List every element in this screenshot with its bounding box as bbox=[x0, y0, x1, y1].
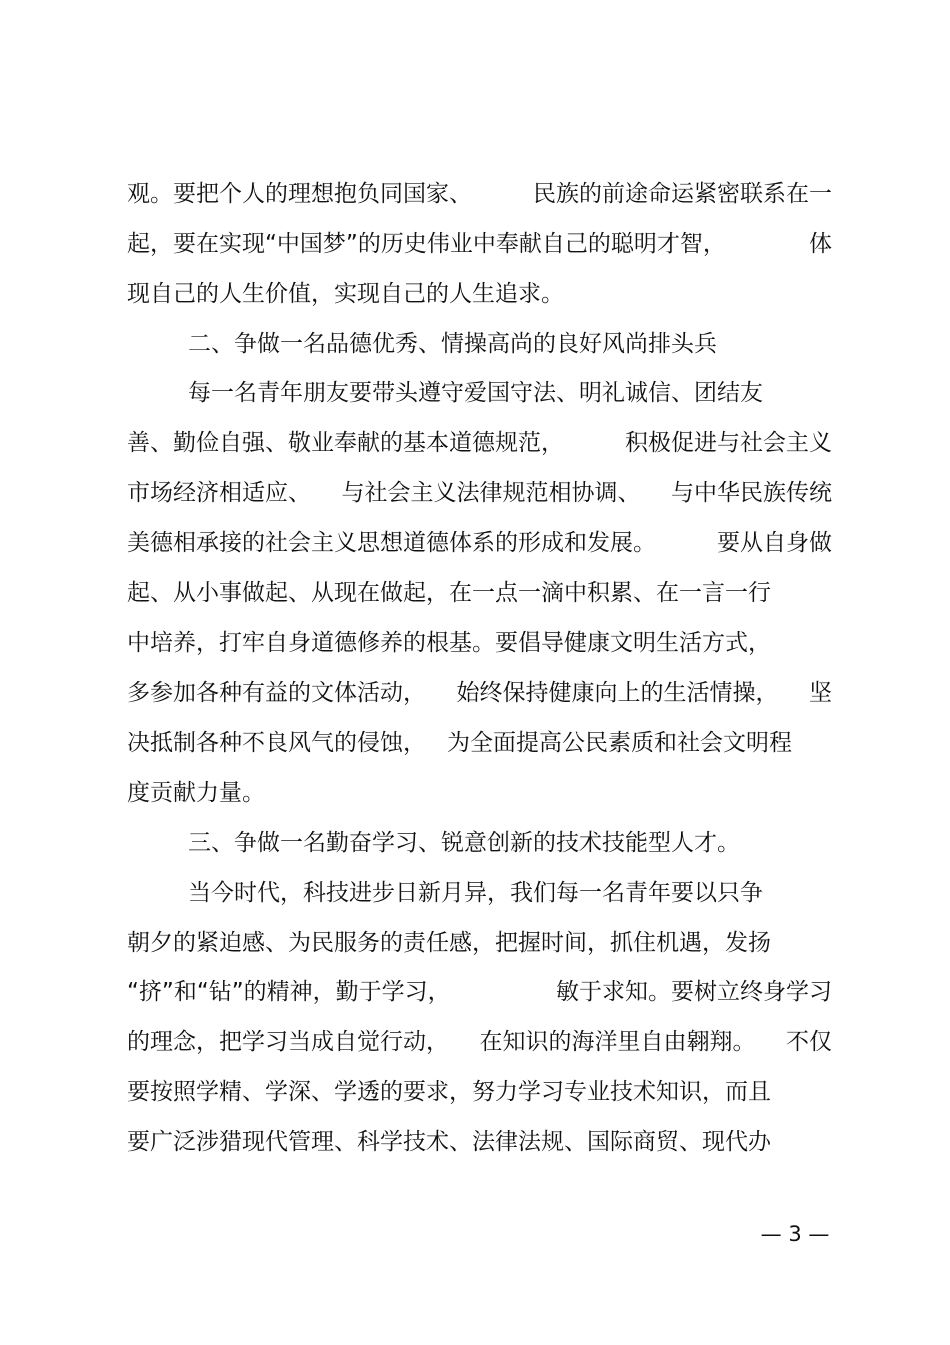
paragraph-start: 每一名青年朋友要带头遵守爱国守法、明礼诚信、团结友 bbox=[188, 380, 763, 406]
section-heading-2: 二、争做一名品德优秀、情操高尚的良好风尚排头兵 bbox=[188, 331, 717, 357]
text-segment: 决抵制各种不良风气的侵蚀， bbox=[127, 730, 426, 756]
text-segment: 体 bbox=[809, 231, 832, 257]
section-heading-3: 三、争做一名勤奋学习、锐意创新的技术技能型人才。 bbox=[188, 830, 740, 856]
text-segment: 与社会主义法律规范相协调、 bbox=[341, 480, 641, 506]
text-line-6 bbox=[127, 426, 832, 460]
text-line-13: 度贡献力量。 bbox=[127, 780, 265, 806]
paragraph-start: 当今时代，科技进步日新月异，我们每一名青年要以只争 bbox=[188, 880, 763, 906]
text-segment: 多参加各种有益的文体活动， bbox=[127, 680, 426, 706]
text-segment: 民族的前途命运紧密联系在一 bbox=[533, 181, 832, 207]
text-segment: 要从自身做 bbox=[717, 530, 832, 556]
text-segment: 不仅 bbox=[786, 1029, 832, 1055]
text-line-11 bbox=[127, 676, 832, 710]
text-line-2 bbox=[127, 227, 832, 261]
text-segment: 始终保持健康向上的生活情操， bbox=[456, 680, 779, 706]
text-segment: 为全面提高公民素质和社会文明程 bbox=[447, 730, 792, 756]
text-segment: “挤”和“钻”的精神，勤于学习， bbox=[127, 979, 451, 1005]
text-line-10: 中培养，打牢自身道德修养的根基。要倡导健康文明生活方式， bbox=[127, 630, 771, 656]
text-line-18 bbox=[127, 1025, 832, 1059]
text-segment: 起，要在实现“中国梦”的历史伟业中奉献自己的聪明才智， bbox=[127, 231, 726, 257]
text-segment: 坚 bbox=[809, 680, 832, 706]
text-line-16: 朝夕的紧迫感、为民服务的责任感，把握时间，抓住机遇，发扬 bbox=[127, 930, 771, 956]
text-line-19: 要按照学精、学深、学透的要求，努力学习专业技术知识，而且 bbox=[127, 1079, 771, 1105]
text-line-17 bbox=[127, 975, 832, 1009]
text-segment: 市场经济相适应、 bbox=[127, 480, 311, 506]
text-segment: 积极促进与社会主义 bbox=[625, 430, 832, 456]
text-segment: 美德相承接的社会主义思想道德体系的形成和发展。 bbox=[127, 530, 656, 556]
text-line-20: 要广泛涉猎现代管理、科学技术、法律法规、国际商贸、现代办 bbox=[127, 1129, 771, 1155]
text-line-8 bbox=[127, 526, 832, 560]
page-number: — 3 — bbox=[760, 1222, 830, 1246]
text-segment: 的理念，把学习当成自觉行动， bbox=[127, 1029, 449, 1055]
text-line-12 bbox=[127, 726, 792, 760]
text-segment: 与中华民族传统 bbox=[671, 480, 832, 506]
text-segment: 观。要把个人的理想抱负同国家、 bbox=[127, 181, 472, 207]
text-line-3: 现自己的人生价值，实现自己的人生追求。 bbox=[127, 281, 564, 307]
text-line-7 bbox=[127, 476, 832, 510]
text-segment: 善、勤俭自强、敬业奉献的基本道德规范， bbox=[127, 430, 564, 456]
text-line-9: 起、从小事做起、从现在做起，在一点一滴中积累、在一言一行 bbox=[127, 580, 771, 606]
text-segment: 在知识的海洋里自由翱翔。 bbox=[479, 1029, 756, 1055]
text-line-1 bbox=[127, 177, 832, 211]
text-segment: 敏于求知。要树立终身学习 bbox=[556, 979, 832, 1005]
